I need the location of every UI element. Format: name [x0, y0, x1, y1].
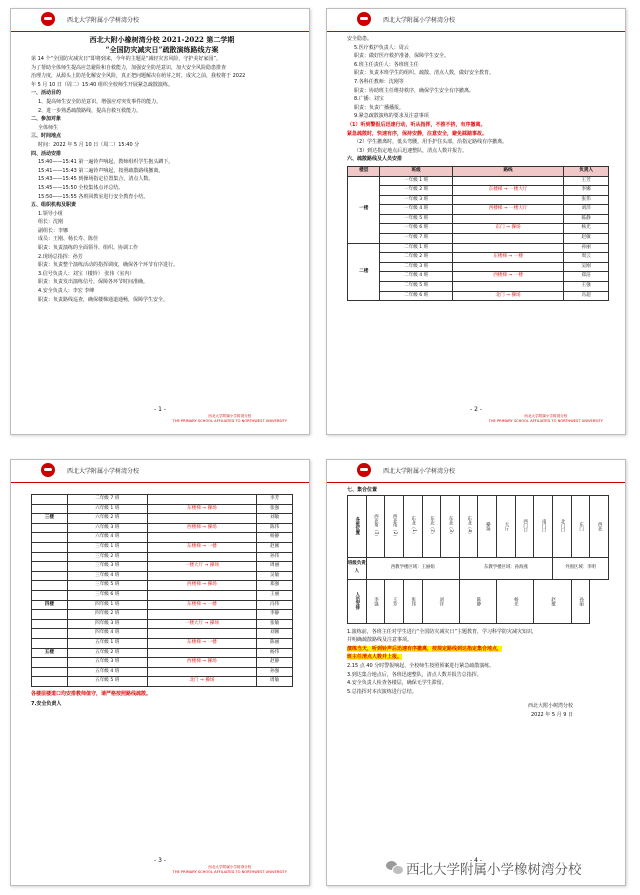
school-logo-icon [357, 463, 371, 477]
page-2-body [347, 35, 609, 402]
section-line: 职责：负责发出演练信号，保障各环节时间准确。 [38, 279, 149, 286]
route-cell [147, 600, 257, 610]
position-cell: 东北（2） [422, 495, 441, 557]
table-row [348, 205, 609, 215]
document-page-3 [10, 459, 310, 886]
table-row [348, 291, 609, 301]
page-1-body [31, 35, 293, 402]
section-heading: 三、时间地点 [31, 133, 62, 140]
page-number: - 1 - [154, 406, 166, 413]
class-cell: 六年级 1 班 [67, 504, 147, 514]
class-cell: 二年级 3 班 [380, 262, 452, 272]
route-text: 西楼梯 → 一楼 [493, 273, 523, 279]
plan-sections [31, 89, 293, 304]
person-cell: 王强 [564, 282, 609, 292]
page-footer [327, 406, 625, 428]
table-row [32, 600, 293, 610]
person-cell: 刘刚 [257, 629, 293, 639]
route-cell [452, 224, 564, 234]
floor-cell [32, 495, 68, 505]
paragraph-line: 第 14 个“全国防灾减灾日”即将到来，今年的主题是“减轻灾害风险，守护美好家园”。 [31, 56, 221, 62]
table-header-row [348, 166, 609, 176]
table-row [32, 514, 293, 524]
class-cell: 二年级 4 班 [380, 272, 452, 282]
route-cell [147, 677, 257, 687]
section-line: 全体师生 [38, 124, 59, 131]
section-line: 15:50——15:55 各班回教室进行安全教育小结。 [38, 193, 149, 200]
person-cell: 周敏 [257, 677, 293, 687]
route-text: 东楼梯 → 操场 [187, 505, 217, 511]
table-row [348, 234, 609, 244]
table-row [32, 581, 293, 591]
class-cell: 一年级 1 班 [380, 176, 452, 186]
floor-cell [32, 619, 68, 629]
highlighted-instruction-2: 班主任清点人数并上报。 [347, 654, 403, 661]
document-page-2 [326, 8, 626, 435]
area-leader-cell: 东教学楼区域：孙海燕 [459, 557, 552, 579]
person-cell: 张伟 [564, 195, 609, 205]
person-cell: 刘敏 [257, 514, 293, 524]
route-cell [147, 658, 257, 668]
table-row [32, 533, 293, 543]
class-cell: 二年级 7 班 [67, 495, 147, 505]
route-cell [147, 581, 257, 591]
table-row [32, 552, 293, 562]
table-row [348, 262, 609, 272]
requirement-line: 六、疏散路线及人员安排 [347, 156, 403, 163]
person-cell: 李娜 [564, 186, 609, 196]
section-heading: 四、活动安排 [31, 150, 62, 157]
class-cell: 一年级 3 班 [380, 195, 452, 205]
route-cell [147, 495, 257, 505]
route-cell [147, 610, 257, 620]
signature-school: 西北大附小树湾分校 [527, 703, 573, 710]
header-school-name: 西北大学附属小学树湾分校 [383, 468, 456, 475]
section-line: 职责：负责整个演练活动的指挥调度，确保各个环节有序进行。 [38, 262, 179, 269]
person-cell: 孙丽 [564, 243, 609, 253]
table-row [32, 619, 293, 629]
route-cell [147, 542, 257, 552]
route-cell [452, 214, 564, 224]
floor-cell [32, 638, 68, 648]
section-heading: 五、组织机构及职责 [31, 202, 77, 209]
staff-cell: 杨光 [497, 579, 534, 623]
person-cell: 陈丽 [257, 638, 293, 648]
school-logo-icon [357, 12, 371, 26]
route-cell [452, 291, 564, 301]
duty-line: 职责：做好医疗救护准备，保障学生安全。 [354, 53, 450, 60]
duties-list [347, 35, 609, 121]
class-cell: 一年级 7 班 [380, 234, 452, 244]
duty-line: 6.班主任责任人：各班班主任 [354, 61, 419, 68]
floor-cell [32, 610, 68, 620]
requirements-list [347, 138, 609, 164]
highlighted-instruction: 演练当天，听到铃声后迅速有序撤离，按规定路线到达指定集合地点， [347, 645, 503, 652]
route-cell [147, 638, 257, 648]
page-footer [11, 857, 309, 879]
school-logo-icon [41, 463, 55, 477]
table-row [348, 186, 609, 196]
position-cell: 东北（4） [459, 495, 478, 557]
column-header: 负责人 [564, 166, 609, 176]
section-heading: 二、参加对象 [31, 116, 62, 123]
paragraph-line: 年 5 月 10 日（周二）15:40 组织全校师生开展紧急疏散演练。 [31, 81, 173, 88]
route-text: 东楼梯 → 一楼 [493, 254, 523, 260]
route-cell [452, 234, 564, 244]
header-school-name: 西北大学附属小学树湾分校 [67, 468, 140, 475]
class-cell: 六年级 4 班 [67, 533, 147, 543]
requirement-line: （3）到达指定地点后迅速整队，清点人数并报告。 [354, 147, 468, 154]
route-cell [147, 504, 257, 514]
wechat-watermark [386, 858, 582, 878]
page-number: - 2 - [470, 406, 482, 413]
person-cell: 王丽 [257, 590, 293, 600]
position-cell: 西北角（1） [366, 495, 385, 557]
section-line: 职责：负责演练的全面领导、组织、协调工作 [38, 245, 139, 252]
table-row [348, 176, 609, 186]
route-text: 一楼大厅 → 操场 [184, 563, 220, 569]
person-cell: 刘洋 [564, 205, 609, 215]
floor-cell [32, 562, 68, 572]
assembly-grid [347, 495, 609, 624]
position-cell: 东门 [571, 495, 590, 557]
person-cell: 冯超 [564, 291, 609, 301]
route-text: 北门 → 操场 [189, 678, 215, 684]
page-number: - 3 - [154, 857, 166, 864]
class-cell: 一年级 4 班 [380, 205, 452, 215]
position-cell: 南门口 [534, 495, 553, 557]
section-heading: 一、活动目的 [31, 90, 62, 97]
row-label: 人员安排 [348, 579, 367, 623]
floor-cell: 四楼 [32, 600, 68, 610]
person-cell: 杨静 [257, 533, 293, 543]
section-line: 15:45——15:50 全校集体点评总结。 [38, 184, 124, 191]
person-cell: 吴敏 [257, 571, 293, 581]
class-cell: 三年级 2 班 [67, 552, 147, 562]
section-line: 2.现场总指挥：孙芳 [38, 253, 83, 260]
table-row [348, 253, 609, 263]
route-cell [452, 243, 564, 253]
route-cell [147, 533, 257, 543]
area-leader-cell: 西教学楼区域：王丽娟 [366, 557, 459, 579]
section-line: 15:43——15:45 到操场指定位置集合，清点人数。 [38, 176, 154, 183]
duty-line: 8.广播：刘宝 [354, 96, 384, 103]
class-cell: 三年级 6 班 [67, 590, 147, 600]
table-row [32, 648, 293, 658]
section-line: 成员：王刚、杨长寿、陈佳 [38, 236, 99, 243]
table-row [348, 282, 609, 292]
page-header [11, 460, 309, 483]
person-cell: 李静 [257, 610, 293, 620]
column-header: 路线 [452, 166, 564, 176]
person-cell: 周云 [564, 253, 609, 263]
route-cell [452, 195, 564, 205]
intro-paragraph [31, 55, 293, 89]
duty-line: 职责：协助班主任维持秩序，确保学生安全有序撤离。 [354, 87, 475, 94]
route-cell [147, 619, 257, 629]
school-logo-icon [41, 12, 55, 26]
evacuation-route-table [347, 166, 609, 301]
page-header [327, 460, 625, 483]
staff-cell: 刘洋 [422, 579, 459, 623]
person-cell: 周丽 [257, 562, 293, 572]
requirement-red-line: （1）听到警报后迅速行动，听从指挥，不推不挤，有序撤离。 [347, 121, 486, 128]
route-cell [452, 262, 564, 272]
footer-school-mark: 西北大学附属小学树湾分校 THE PRIMARY SCHOOL AFFILIATED TO NORTHWEST UNIVERSITY [488, 414, 603, 423]
class-cell: 二年级 2 班 [380, 253, 452, 263]
route-text: 西楼梯 → 操场 [187, 582, 217, 588]
class-cell: 五年级 1 班 [67, 638, 147, 648]
table-row [32, 667, 293, 677]
person-cell: 冯伟 [257, 600, 293, 610]
requirement-line: （2）学生撤离时，低头弯腰，用手护住头部，沿指定路线有序撤离。 [354, 139, 508, 146]
wechat-icon [386, 861, 402, 875]
table-row [32, 562, 293, 572]
table-row [32, 629, 293, 639]
route-cell [147, 552, 257, 562]
person-cell: 郑洁 [564, 272, 609, 282]
section-heading: 七、集合位置 [347, 487, 378, 493]
route-text: 西楼梯 → 操场 [187, 524, 217, 530]
route-text: 一楼大厅 → 操场 [184, 620, 220, 626]
route-cell [452, 272, 564, 282]
staff-cell: 王芳 [385, 579, 404, 623]
duty-line: 9.紧急疏散演练的要求及注意事项 [354, 113, 429, 120]
footer-school-mark: 西北大学附属小学树湾分校 THE PRIMARY SCHOOL AFFILIATED TO NORTHWEST UNIVERSITY [172, 865, 287, 874]
floor-cell: 三楼 [32, 514, 68, 524]
class-cell: 二年级 5 班 [380, 282, 452, 292]
class-cell: 六年级 3 班 [67, 523, 147, 533]
section-line: 15:40——15:41 第一遍铃声响起，教师组织学生抱头蹲下。 [38, 159, 174, 166]
requirements-red [347, 121, 609, 138]
route-text: 西楼梯 → 操场 [187, 659, 217, 665]
route-cell [147, 629, 257, 639]
duty-line: 7.各科任教师：沈刚等 [354, 78, 404, 85]
closing-notes: 1.演练前，各班主任对学生进行“全国防灾减灾日”主题教育，学习科学防灾减灾知识， 并明确疏散路线及注意事项。 演练当天，听到铃声后迅速有序撤离，按规定路线到达指定集合地点， 班主任清点人数并上报。 2.15 点 40 分时警报响起，全校师生按照预案进行紧急疏散演练。 3.到达集合地点后，各班迅速整队，清点人数并报告总指挥。 4.安全负责人检查各楼层，确保无学生滞留。 5.总指挥对本次演练进行总结。 西北大附小树湾分校 2022 年 5 月 9 日 [347, 628, 609, 720]
paragraph-line: 为了帮助全体师生提高应急避险和自救能力，加强安全防范意识，加大安全风险隐患排查 [31, 64, 227, 71]
route-text: 东楼梯 → 一楼 [187, 601, 217, 607]
document-title: 西北大附小橡树湾分校 2021-2022 第二学期 [89, 35, 235, 44]
document-page-1 [10, 8, 310, 435]
table-row [348, 214, 609, 224]
floor-cell [32, 658, 68, 668]
position-cell: 东北（3） [441, 495, 460, 557]
section-line: 职责：负责路线巡查，确保楼梯通道通畅，保障学生安全。 [38, 296, 169, 303]
table-row [32, 495, 293, 505]
route-text: 东楼梯 → 一楼 [187, 543, 217, 549]
floor-cell [32, 533, 68, 543]
floor-cell [32, 667, 68, 677]
floor-cell [32, 571, 68, 581]
duty-line: 5.医疗救护负责人：周云 [354, 44, 409, 51]
class-cell: 五年级 2 班 [67, 648, 147, 658]
person-cell: 王芳 [564, 176, 609, 186]
person-cell: 陈静 [564, 214, 609, 224]
route-cell [147, 590, 257, 600]
route-cell [452, 186, 564, 196]
class-cell: 一年级 5 班 [380, 214, 452, 224]
person-cell: 赵刚 [257, 542, 293, 552]
signature-date: 2022 年 5 月 9 日 [530, 711, 573, 718]
floor-cell: 五楼 [32, 648, 68, 658]
duty-line: 职责：负责本班学生的组织、疏散、清点人数，做好安全教育。 [354, 70, 495, 77]
header-school-name: 西北大学附属小学树湾分校 [383, 17, 456, 24]
route-text: 东楼梯 → 一楼 [187, 639, 217, 645]
paragraph-line: 治理力度，从源头上防范化解安全风险，真正把问题解决在萌芽之时，成灾之前，我校将于 2022 [31, 73, 246, 80]
route-cell [452, 282, 564, 292]
person-cell: 张敏 [257, 619, 293, 629]
floor-cell [32, 542, 68, 552]
person-cell: 张强 [257, 504, 293, 514]
route-cell [147, 514, 257, 524]
area-leader-cell: 外围区域：李明 [553, 557, 609, 579]
route-text: 西楼梯 → 一楼大厅 [488, 206, 528, 212]
staff-cell: 陈静 [459, 579, 496, 623]
staff-cell: 孙丽 [571, 579, 590, 623]
person-cell: 李芳 [257, 495, 293, 505]
class-cell: 二年级 6 班 [380, 291, 452, 301]
floor-cell [32, 629, 68, 639]
page-4-body [347, 486, 609, 853]
floor-cell [32, 677, 68, 687]
page-footer [11, 406, 309, 428]
class-cell: 五年级 4 班 [67, 667, 147, 677]
person-cell: 赵静 [257, 658, 293, 668]
route-text: 北门 → 操场 [495, 292, 521, 298]
floor-cell [32, 552, 68, 562]
section-line: 1、提高师生安全防范意识，增强应对突发事件的能力。 [38, 98, 162, 105]
table-row [348, 272, 609, 282]
table-row [32, 571, 293, 581]
column-header: 楼层 [348, 166, 380, 176]
class-cell: 三年级 5 班 [67, 581, 147, 591]
class-cell: 五年级 5 班 [67, 677, 147, 687]
person-cell: 陈伟 [257, 523, 293, 533]
header-school-name: 西北大学附属小学树湾分校 [67, 17, 140, 24]
position-cell: 东北（1） [403, 495, 422, 557]
footer-school-mark: 西北大学附属小学树湾分校 THE PRIMARY SCHOOL AFFILIATED TO NORTHWEST UNIVERSITY [172, 414, 287, 423]
class-cell: 六年级 2 班 [67, 514, 147, 524]
table-row [348, 224, 609, 234]
route-cell [147, 667, 257, 677]
row-label: 班级负责人 [348, 557, 367, 579]
section-line: 1.领导小组 [38, 210, 63, 217]
staff-cell: 张伟 [403, 579, 422, 623]
route-cell [452, 253, 564, 263]
row-label: 各班位置 [348, 495, 367, 557]
table-row [32, 638, 293, 648]
section-line: 组长：沈刚 [38, 219, 64, 226]
position-cell: 西门口 [515, 495, 534, 557]
person-cell: 郑强 [257, 581, 293, 591]
person-cell: 吴刚 [564, 262, 609, 272]
evacuation-route-table-continued [31, 494, 293, 687]
person-cell: 杨伟 [257, 648, 293, 658]
position-cell: 西北角（2） [385, 495, 404, 557]
floor-cell: 一楼 [348, 176, 380, 243]
route-text: 东门 → 操场 [495, 225, 521, 231]
route-note: 各楼层楼道口均安排教师值守，请严格按照路线疏散。 [31, 690, 152, 697]
table-row [32, 590, 293, 600]
staff-cell: 李强 [366, 579, 385, 623]
staff-cell: 赵敏 [534, 579, 571, 623]
duty-line: 安全隐患。 [347, 36, 373, 42]
class-cell: 四年级 4 班 [67, 629, 147, 639]
duty-line: 职责：负责广播播报。 [354, 104, 405, 111]
person-cell: 杨光 [564, 224, 609, 234]
document-subtitle: “全国防灾减灾日”疏散演练路线方案 [105, 45, 219, 54]
section-line: 副组长：李娜 [38, 227, 69, 234]
document-page-4 [326, 459, 626, 886]
column-header: 班级 [380, 166, 452, 176]
section-line: 2、进一步熟悉疏散路线，提高自救互救能力。 [38, 107, 142, 114]
class-cell: 二年级 1 班 [380, 243, 452, 253]
position-cell: 西北 [590, 495, 609, 557]
floor-cell [32, 504, 68, 514]
position-cell: 大厅 [497, 495, 516, 557]
class-cell: 四年级 1 班 [67, 600, 147, 610]
route-text: 东楼梯 → 一楼大厅 [488, 187, 528, 193]
requirement-red-line: 紧急疏散时，快速有序，保持安静，注意安全，避免踩踏事故。 [347, 130, 488, 137]
person-cell: 孙强 [257, 667, 293, 677]
route-cell [452, 205, 564, 215]
section-line: 3.信号负责人：刘宝（楼铃） 张伟（室内） [38, 270, 135, 277]
table-row [32, 542, 293, 552]
class-cell: 一年级 2 班 [380, 186, 452, 196]
class-cell: 三年级 4 班 [67, 571, 147, 581]
position-cell: 北门口 [553, 495, 572, 557]
table-row [32, 658, 293, 668]
table-row [32, 610, 293, 620]
table-row [32, 504, 293, 514]
watermark-text: 西北大学附属小学橡树湾分校 [406, 862, 582, 878]
floor-cell [32, 523, 68, 533]
section-line: 4.安全负责人：李宏 李峰 [38, 288, 95, 295]
table-row [348, 243, 609, 253]
page-header [327, 9, 625, 32]
person-cell: 孙伟 [257, 552, 293, 562]
route-cell [147, 571, 257, 581]
floor-cell [32, 581, 68, 591]
page-3-body [31, 494, 293, 853]
class-cell: 四年级 2 班 [67, 610, 147, 620]
class-cell: 一年级 6 班 [380, 224, 452, 234]
table-row [32, 523, 293, 533]
table-row [32, 677, 293, 687]
floor-cell: 二楼 [348, 243, 380, 301]
route-cell [147, 648, 257, 658]
floor-cell [32, 590, 68, 600]
section-line: 时间：2022 年 5 月 10 日（周二）15:40 分 [38, 141, 140, 148]
table-row [348, 195, 609, 205]
position-cell: 操场 [478, 495, 497, 557]
section-line: 15:41——15:43 第二遍铃声响起，按照疏散路线撤离。 [38, 167, 164, 174]
class-cell: 四年级 3 班 [67, 619, 147, 629]
page-header [11, 9, 309, 32]
route-cell [147, 523, 257, 533]
page-number: - 4 - [470, 857, 482, 864]
class-cell: 三年级 3 班 [67, 562, 147, 572]
route-cell [147, 562, 257, 572]
class-cell: 五年级 3 班 [67, 658, 147, 668]
section-heading: 7.安全负责人 [31, 701, 62, 708]
route-cell [452, 176, 564, 186]
class-cell: 三年级 1 班 [67, 542, 147, 552]
person-cell: 赵敏 [564, 234, 609, 244]
